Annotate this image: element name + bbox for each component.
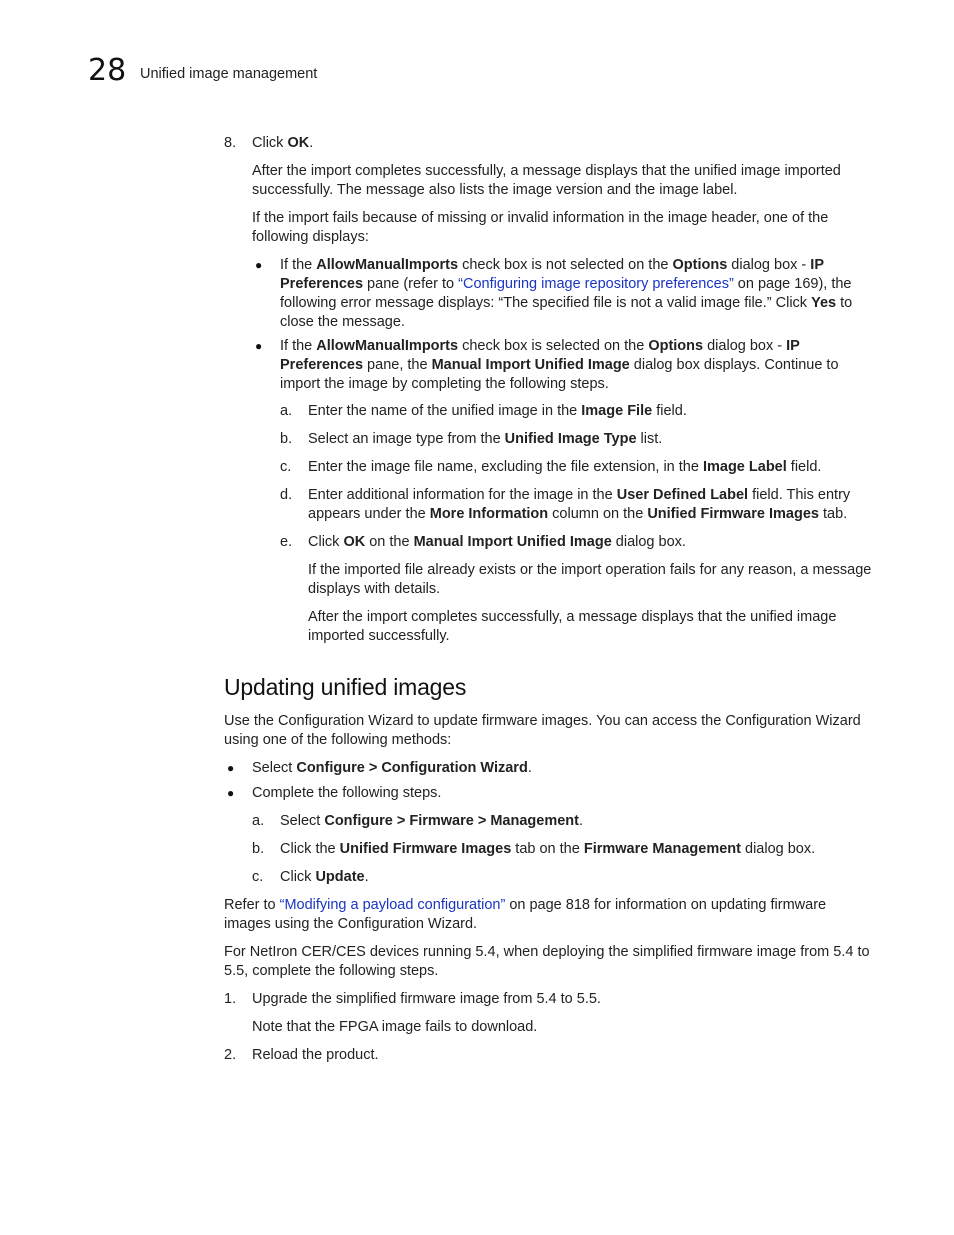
- substep-letter: a.: [252, 813, 265, 829]
- substep-letter: d.: [280, 487, 293, 503]
- substep-c: Enter the image file name, excluding the file extension, in the Image Label field.: [308, 459, 822, 475]
- substep-letter: b.: [252, 841, 265, 857]
- substep-a: Enter the name of the unified image in the Image File field.: [308, 403, 687, 419]
- section-step-c: Click Update.: [280, 869, 369, 885]
- substep-e-para-1: If the imported file already exists or the import operation fails for any reason, a message displays with details.: [308, 562, 872, 597]
- refer-para: Refer to “Modifying a payload configuration” on page 818 for information on updating firmware images using the Configuration Wizard.: [224, 897, 827, 932]
- substep-b: Select an image type from the Unified Image Type list.: [308, 431, 663, 447]
- substep-e-para-2: After the import completes successfully, a message displays that the unified image imported successfully.: [308, 609, 837, 644]
- step-2-text: Reload the product.: [252, 1047, 379, 1063]
- step-number: 1.: [224, 991, 237, 1007]
- ok-ref: OK: [287, 135, 310, 151]
- step-8-text: Click OK.: [252, 135, 314, 151]
- step-number: 2.: [224, 1047, 237, 1063]
- step-1-note: Note that the FPGA image fails to download.: [252, 1019, 538, 1035]
- netiron-para: For NetIron CER/CES devices running 5.4, when deploying the simplified firmware image from 5.4 to 5.5, complete the following steps.: [224, 944, 870, 979]
- substep-letter: e.: [280, 534, 293, 550]
- bullet-icon: ●: [227, 786, 235, 800]
- substep-letter: c.: [252, 869, 264, 885]
- bullet-icon: ●: [255, 258, 263, 272]
- section-step-a: Select Configure > Firmware > Management.: [280, 813, 583, 829]
- substep-e: Click OK on the Manual Import Unified Image dialog box.: [308, 534, 686, 550]
- section-step-b: Click the Unified Firmware Images tab on the Firmware Management dialog box.: [280, 841, 816, 857]
- step-number: 8.: [224, 135, 237, 151]
- substep-d: Enter additional information for the image in the User Defined Label field. This entry appears under the More Information column on the Unified Firmware Images tab.: [308, 487, 851, 522]
- chapter-title: Unified image management: [140, 66, 318, 82]
- bullet-item: If the AllowManualImports check box is not selected on the Options dialog box - IP Preferences pane (refer to “Configuring image repository preferences” on page 169), the following error message displays: “The specified file is not a valid image file.” Click Yes to close the message.: [280, 257, 853, 330]
- substep-letter: a.: [280, 403, 293, 419]
- step-8-para-1: After the import completes successfully, a message displays that the unified image imported successfully. The message also lists the image version and the image label.: [252, 163, 841, 198]
- step-1-text: Upgrade the simplified firmware image from 5.4 to 5.5.: [252, 991, 601, 1007]
- section-intro: Use the Configuration Wizard to update firmware images. You can access the Configuration Wizard using one of the following methods:: [224, 713, 861, 748]
- bullet-icon: ●: [227, 761, 235, 775]
- step-8-para-2: If the import fails because of missing or invalid information in the image header, one of the following displays:: [252, 210, 829, 245]
- bullet-item: If the AllowManualImports check box is selected on the Options dialog box - IP Preferences pane, the Manual Import Unified Image dialog box displays. Continue to import the image by completing the following steps.: [280, 338, 839, 392]
- chapter-number: 28: [88, 53, 127, 88]
- bullet-item: Select Configure > Configuration Wizard.: [252, 760, 532, 776]
- link-modifying-a-payload-configuration[interactable]: “Modifying a payload configuration”: [279, 897, 506, 913]
- section-heading: Updating unified images: [224, 674, 467, 700]
- link-configuring-image-repository-preferences[interactable]: “Configuring image repository preferences”: [458, 276, 734, 292]
- bullet-icon: ●: [255, 339, 263, 353]
- bullet-item: Complete the following steps.: [252, 785, 442, 801]
- substep-letter: c.: [280, 459, 292, 475]
- substep-letter: b.: [280, 431, 293, 447]
